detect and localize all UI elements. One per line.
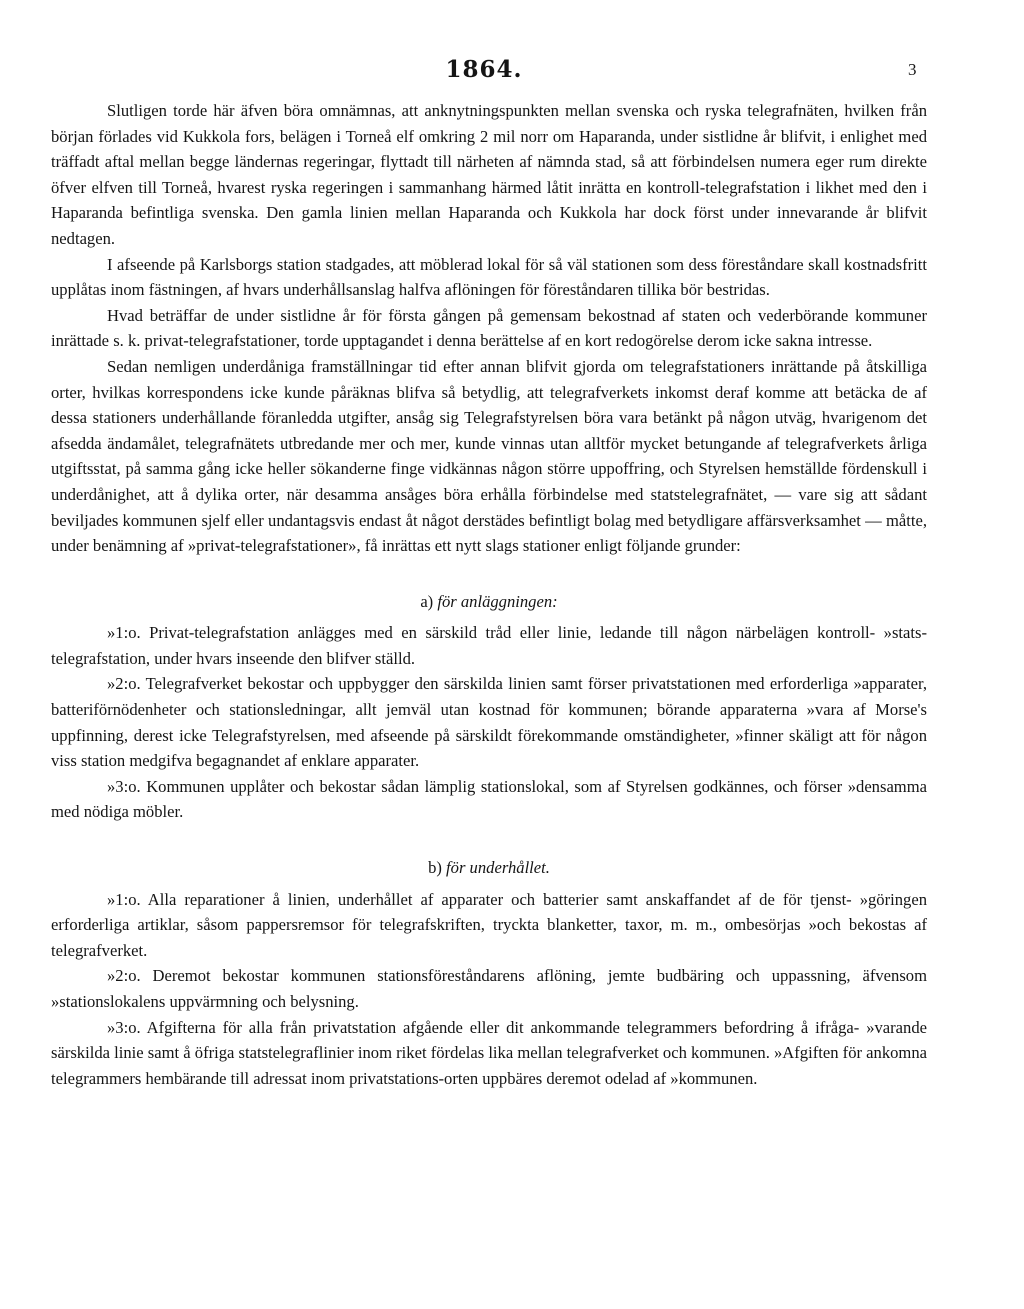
section-a-item-1: »1:o. Privat-telegrafstation anlägges med en särskild tråd eller linie, ledande till någon närbelägen kontroll- »stats-telegrafstation, under hvars inseende den blifver ställd. xyxy=(51,623,927,668)
page-year: 1864. xyxy=(445,56,523,83)
page-header xyxy=(0,56,1024,86)
section-b-heading xyxy=(51,855,927,881)
section-b-marker: b) xyxy=(428,858,442,878)
section-b-title: för underhållet. xyxy=(446,858,550,878)
section-b-item-3: »3:o. Afgifterna för alla från privatstation afgående eller dit ankommande telegrammers befordring å ifråga- »varande särskilda linie samt å öfriga statstelegraflinier inom riket fördelas lika mellan telegrafverket och kommunen. »Afgiften för ankomna telegrammers hembärande till adressat inom privatstations-orten uppbäres deremot odelad af »kommunen. xyxy=(51,1017,927,1088)
page-body xyxy=(51,98,927,1091)
paragraph-2: I afseende på Karlsborgs station stadgades, att möblerad lokal för så väl stationen som dess föreståndare skall kostnadsfritt upplåtas inom fästningen, af hvars underhållsanslag halfva aflöningen för föreståndaren tillika bör bestridas. xyxy=(51,254,927,300)
section-a-item-2: »2:o. Telegrafverket bekostar och uppbygger den särskilda linien samt förser privatstationen med erforderliga »apparater, batteriförnödenheter och stationsledningar, allt jemväl utan kostnad för kommunen; börande apparaterna »vara af Morse's uppfinning, derest icke Telegrafstyrelsen, med afseende på särskildt förekommande omständigheter, »finner skäligt att för någon viss station medgifva begagnandet af enklare apparater. xyxy=(51,674,927,771)
paragraph-4: Sedan nemligen underdåniga framställningar tid efter annan blifvit gjorda om telegrafstationers inrättande på åtskilliga orter, hvilkas korrespondens icke kunde påräknas blifva så betydlig, att telegrafverkets inkomst deraf komme att betäcka de af dessa stationers underhållande föranledda utgifter, ansåg sig Telegrafstyrelsen böra vara betänkt på någon utväg, hvarigenom det afsedda ändamålet, telegrafnätets utbredande mer och mer, kunde vinnas utan alltför mycket betungande af telegrafverkets årliga utgiftsstat, på samma gång icke heller sökanderne finge vidkännas någon större uppoffring, och Styrelsen hemställde fördenskull i underdånighet, att å dylika orter, när desamma ansåges böra erhålla förbindelse med statstelegrafnätet, — vare sig att sådant beviljades kommunen sjelf eller undantagsvis endast åt något derstädes befintligt bolag med betydligare affärsverksamhet — måtte, under benämning af »privat-telegrafstationer», få inrättas ett nytt slags stationer enligt följande grunder: xyxy=(51,356,927,556)
paragraph-1: Slutligen torde här äfven böra omnämnas, att anknytningspunkten mellan svenska och ryska telegrafnäten, hvilken från början förlades vid Kukkola fors, belägen i Torneå elf omkring 2 mil norr om Haparanda, under sistlidne år blifvit, i enlighet med träffadt aftal mellan begge ländernas regeringar, flyttadt till närheten af nämnda stad, så att förbindelsen numera eger rum direkte öfver elfven till Torneå, hvarest ryska regeringen i sammanhang härmed låtit inrätta en kontroll-telegrafstation i likhet med den i Haparanda befintliga svenska. Den gamla linien mellan Haparanda och Kukkola har dock först under innevarande år blifvit nedtagen. xyxy=(51,101,927,248)
section-a-item-3: »3:o. Kommunen upplåter och bekostar sådan lämplig stationslokal, som af Styrelsen godkännes, och förser »densamma med nödiga möbler. xyxy=(51,776,927,822)
page-number: 3 xyxy=(908,60,917,79)
section-b-item-2: »2:o. Deremot bekostar kommunen stationsföreståndarens aflöning, jemte budbäring och uppassning, äfvensom »stationslokalens uppvärmning och belysning. xyxy=(51,966,927,1011)
section-a-heading xyxy=(51,589,927,615)
section-b-item-1: »1:o. Alla reparationer å linien, underhållet af apparater och batterier samt anskaffandet af de för tjenst- »göringen erforderliga artiklar, såsom pappersremsor för telegrafskriften, tryckta blanketter, taxor, m. m., ombesörjas »och bekostas af telegrafverket. xyxy=(51,889,927,960)
section-a-title: för anläggningen: xyxy=(437,591,558,611)
paragraph-3: Hvad beträffar de under sistlidne år för första gången på gemensam bekostnad af staten och vederbörande kommuner inrättade s. k. privat-telegrafstationer, torde upptagandet i denna berättelse af en kort redogörelse derom icke sakna intresse. xyxy=(51,305,927,351)
section-a-marker: a) xyxy=(420,591,434,611)
